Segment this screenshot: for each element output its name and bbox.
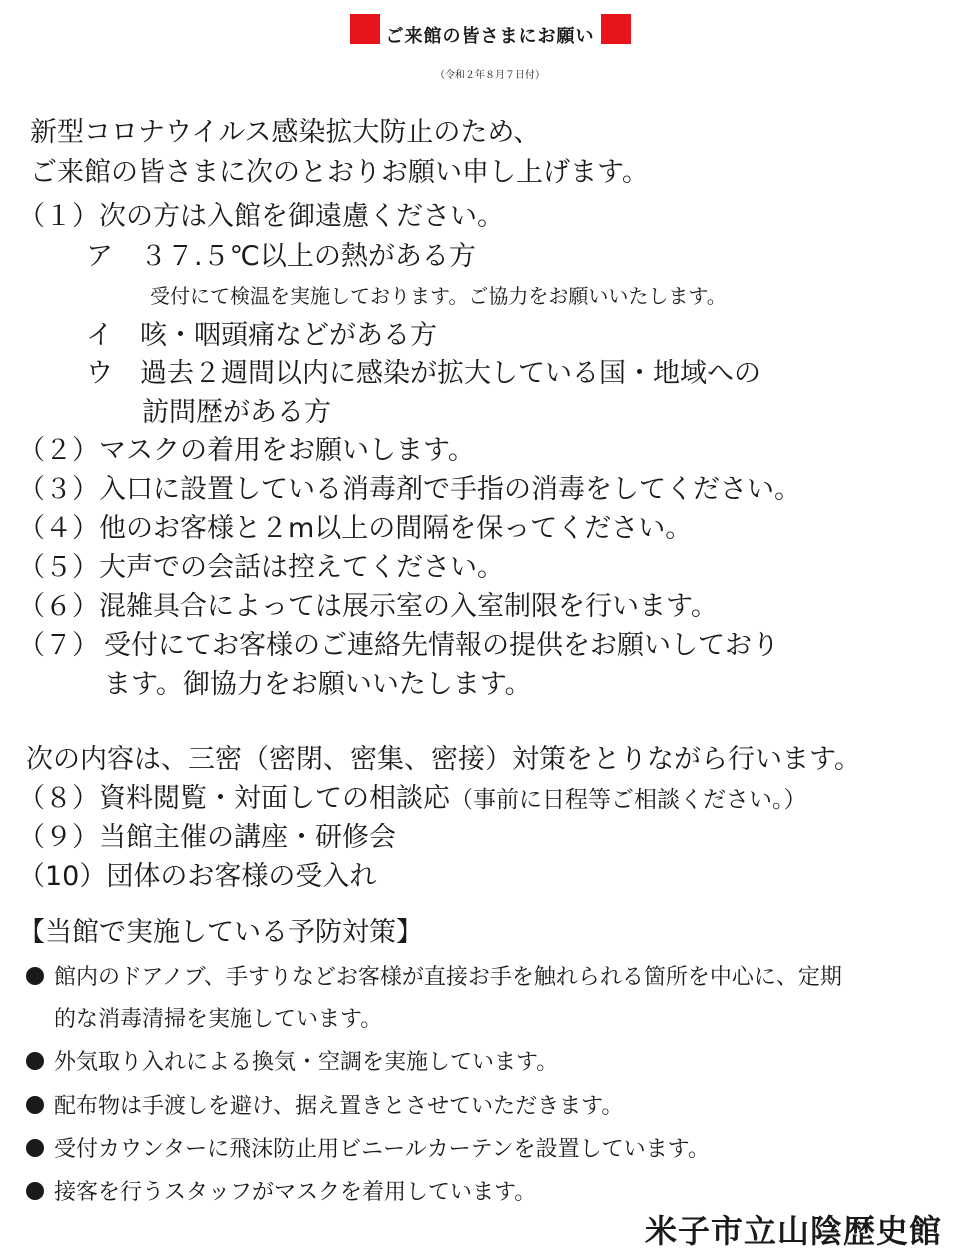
measure-1-line-2: 的な消毒清掃を実施しています。 [54, 1007, 383, 1032]
request-1-sub-u-line-2: 訪問歴がある方 [142, 397, 331, 428]
bullet-icon [26, 1096, 44, 1114]
bullet-icon [26, 967, 44, 985]
request-7-label: （７） [18, 630, 99, 661]
request-1: （１）次の方は入館を御遠慮ください。 [18, 201, 504, 232]
measure-2: 外気取り入れによる換気・空調を実施しています。 [26, 1045, 558, 1076]
red-square-right-icon [601, 14, 631, 44]
request-1-sub-i: イ 咳・咽頭痛などがある方 [86, 320, 437, 351]
request-4: （４）他のお客様と２m以上の間隔を保ってください。 [18, 513, 693, 544]
notice-date: （令和２年８月７日付） [435, 70, 545, 81]
bullet-icon [26, 1139, 44, 1157]
conditional-item-10: （10）団体のお客様の受入れ [18, 861, 377, 892]
measure-3: 配布物は手渡しを避け、据え置きとさせていただきます。 [26, 1089, 623, 1120]
bullet-icon [26, 1052, 44, 1070]
measure-5: 接客を行うスタッフがマスクを着用しています。 [26, 1175, 536, 1206]
request-5: （５）大声での会話は控えてください。 [18, 552, 504, 583]
conditional-item-8: （８）資料閲覧・対面しての相談応（事前に日程等ご相談ください。） [18, 783, 807, 814]
conditional-item-9: （９）当館主催の講座・研修会 [18, 822, 396, 853]
request-1-sub-u-line-1: ウ 過去２週間以内に感染が拡大している国・地域への [86, 358, 761, 389]
measures-heading: 【当館で実施している予防対策】 [18, 917, 423, 948]
intro-line-2: ご来館の皆さまに次のとおりお願い申し上げます。 [30, 157, 649, 188]
intro-line-1: 新型コロナウイルス感染拡大防止のため、 [30, 117, 541, 148]
measure-1-line-1: 館内のドアノブ、手すりなどお客様が直接お手を触れられる箇所を中心に、定期 [26, 960, 842, 991]
three-cs-heading: 次の内容は、三密（密閉、密集、密接）対策をとりながら行います。 [26, 744, 861, 775]
request-7-line-2: ます。御協力をお願いいたします。 [104, 669, 532, 700]
notice-title: ご来館の皆さまにお願い [0, 14, 980, 48]
red-square-left-icon [350, 14, 380, 44]
request-7-line-1: 受付にてお客様のご連絡先情報の提供をお願いしており [104, 630, 779, 661]
request-3: （３）入口に設置している消毒剤で手指の消毒をしてください。 [18, 474, 801, 505]
request-6: （６）混雑具合によっては展示室の入室制限を行います。 [18, 591, 718, 622]
museum-name: 米子市立山陰歴史館 [644, 1212, 942, 1250]
conditional-item-8-note: （事前に日程等ご相談ください。） [450, 787, 807, 813]
request-2: （２）マスクの着用をお願いします。 [18, 435, 475, 466]
request-1-sub-a: ア ３７.５℃以上の熱がある方 [86, 241, 476, 272]
bullet-icon [26, 1182, 44, 1200]
measure-4: 受付カウンターに飛沫防止用ビニールカーテンを設置しています。 [26, 1132, 710, 1163]
request-1-sub-a-note: 受付にて検温を実施しております。ご協力をお願いいたします。 [150, 284, 727, 308]
